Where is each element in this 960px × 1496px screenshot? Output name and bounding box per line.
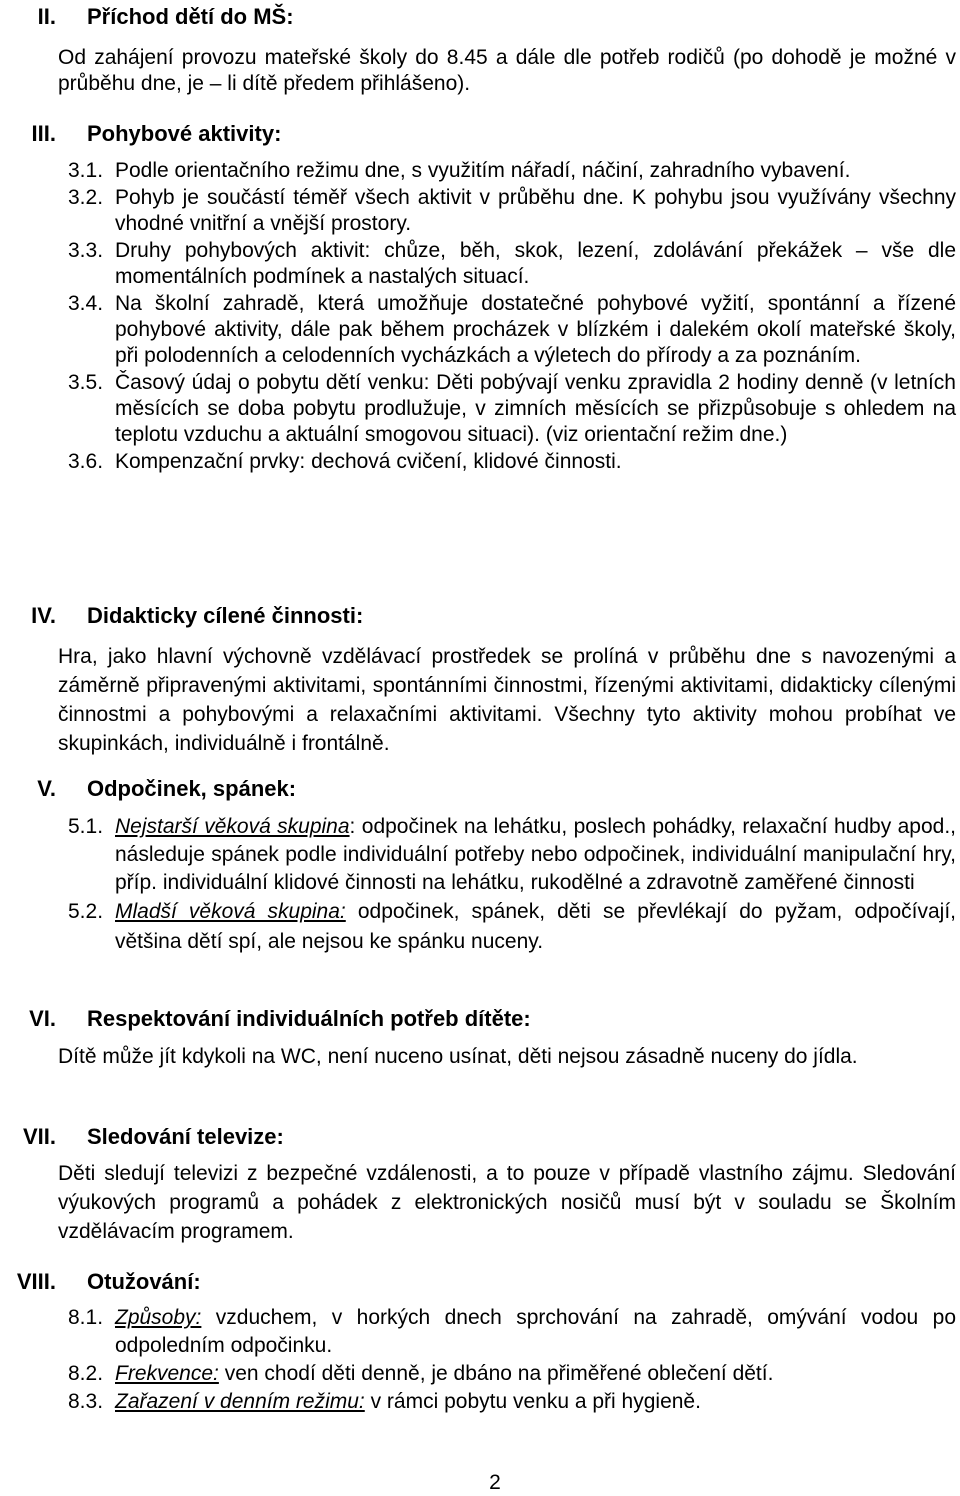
item-number: 8.2. bbox=[68, 1362, 104, 1385]
item-text: ven chodí děti denně, je dbáno na přiměřené oblečení dětí. bbox=[218, 1362, 774, 1385]
section-text: Od zahájení provozu mateřské školy do 8.45 a dále dle potřeb rodičů (po dohodě je možné v průběhu dne, je – li dítě předem přihlášeno). bbox=[58, 46, 956, 95]
section-hardening bbox=[0, 1269, 960, 1416]
section-number: IV. bbox=[31, 603, 56, 628]
section-title: Otužování: bbox=[87, 1269, 201, 1294]
page-number: 2 bbox=[489, 1471, 501, 1494]
item-text: : odpočinek na lehátku, poslech pohádky, relaxační hudby apod., následuje spánek podle individuální potřeby nebo odpočinek, individuální manipulační hry, příp. individuální klidové činnosti na lehátku, rukodělné a zdravotně zaměřené činnosti bbox=[115, 815, 956, 894]
item-number: 3.1. bbox=[68, 159, 104, 182]
item-text: Časový údaj o pobytu dětí venku: Děti pobývají venku zpravidla 2 hodiny denně (v letních měsících se doba pobytu prodlužuje, v zimních měsících se přizpůsobuje s ohledem na teplotu vzduchu a aktuální smogovou situaci). (viz orientační režim dne.) bbox=[115, 371, 956, 446]
section-title: Příchod dětí do MŠ: bbox=[87, 4, 294, 29]
section-arrival bbox=[0, 4, 960, 97]
section-individual-needs bbox=[0, 1006, 960, 1071]
item-text: v rámci pobytu venku a při hygieně. bbox=[364, 1390, 701, 1413]
item-number: 3.5. bbox=[68, 371, 104, 394]
item-text: vzduchem, v horkých dnech sprchování na zahradě, omývání vodou po odpoledním odpočinku. bbox=[115, 1306, 956, 1357]
section-rest-sleep bbox=[0, 776, 960, 957]
section-title: Didakticky cílené činnosti: bbox=[87, 603, 364, 628]
section-title: Odpočinek, spánek: bbox=[87, 776, 297, 801]
list-item bbox=[0, 370, 956, 448]
item-number: 3.4. bbox=[68, 292, 104, 315]
item-text: Kompenzační prvky: dechová cvičení, klidové činnosti. bbox=[115, 450, 622, 473]
item-number: 5.2. bbox=[68, 900, 104, 923]
item-label: Mladší věková skupina: bbox=[115, 900, 346, 923]
item-text: Druhy pohybových aktivit: chůze, běh, skok, lezení, zdolávání překážek – vše dle momentálních podmínek a nastalých situací. bbox=[115, 239, 956, 288]
section-number: III. bbox=[31, 121, 56, 146]
section-text: Dítě může jít kdykoli na WC, není nuceno usínat, děti nejsou zásadně nuceny do jídla. bbox=[58, 1045, 858, 1068]
section-number: VIII. bbox=[16, 1269, 56, 1294]
item-text: Pohyb je součástí téměř všech aktivit v průběhu dne. K pohybu jsou využívány všechny vhodné vnitřní a vnější prostory. bbox=[115, 186, 956, 235]
list-item bbox=[0, 291, 956, 369]
item-number: 3.6. bbox=[68, 450, 104, 473]
item-text: Na školní zahradě, která umožňuje dostatečné pohybové vyžití, spontánní a řízené pohybové aktivity, dále pak během procházek v blízkém i dalekém okolí mateřské školy, při polodenních a celodenních vycházkách a výletech do přírody a za poznáním. bbox=[115, 292, 956, 367]
list-item bbox=[0, 158, 956, 184]
item-text: Podle orientačního režimu dne, s využitím nářadí, náčiní, zahradního vybavení. bbox=[115, 159, 851, 182]
list-item bbox=[0, 813, 956, 897]
item-number: 5.1. bbox=[68, 815, 104, 838]
list-item bbox=[0, 1304, 956, 1360]
item-text: odpočinek, spánek, děti se převlékají do pyžam, odpočívají, většina dětí spí, ale nejsou ke spánku nuceny. bbox=[115, 900, 957, 953]
item-number: 8.1. bbox=[68, 1306, 104, 1329]
section-television bbox=[0, 1124, 960, 1246]
item-number: 3.2. bbox=[68, 186, 104, 209]
list-item bbox=[0, 1388, 956, 1416]
section-didactic bbox=[0, 603, 960, 758]
section-title: Sledování televize: bbox=[87, 1124, 284, 1149]
section-number: VI. bbox=[29, 1006, 56, 1031]
list-item bbox=[0, 238, 956, 290]
item-label: Nejstarší věková skupina bbox=[115, 815, 350, 838]
item-label: Způsoby: bbox=[115, 1306, 202, 1329]
list-item bbox=[0, 897, 956, 957]
list-item bbox=[0, 185, 956, 237]
list-item bbox=[0, 449, 956, 475]
section-text: Děti sledují televizi z bezpečné vzdálenosti, a to pouze v případě vlastního zájmu. Sledování výukových programů a pohádek z elektronických nosičů musí být v souladu se Školním vzdělávacím programem. bbox=[58, 1162, 956, 1243]
section-number: II. bbox=[37, 4, 56, 29]
section-title: Respektování individuálních potřeb dítěte: bbox=[87, 1006, 531, 1031]
item-label: Zařazení v denním režimu: bbox=[115, 1390, 365, 1413]
section-title: Pohybové aktivity: bbox=[87, 121, 282, 146]
item-number: 8.3. bbox=[68, 1390, 104, 1413]
section-number: VII. bbox=[22, 1124, 56, 1149]
section-text: Hra, jako hlavní výchovně vzdělávací prostředek se prolíná v průběhu dne s navozenými a záměrně připravenými aktivitami, spontánními činnostmi, řízenými aktivitami, didakticky cílenými činnostmi a pohybovými a relaxačními aktivitami. Všechny tyto aktivity mohou probíhat ve skupinkách, individuálně i frontálně. bbox=[58, 645, 956, 755]
section-physical-activities bbox=[0, 121, 960, 475]
list-item bbox=[0, 1360, 956, 1388]
item-label: Frekvence: bbox=[115, 1362, 219, 1385]
section-number: V. bbox=[37, 776, 56, 801]
item-number: 3.3. bbox=[68, 239, 104, 262]
